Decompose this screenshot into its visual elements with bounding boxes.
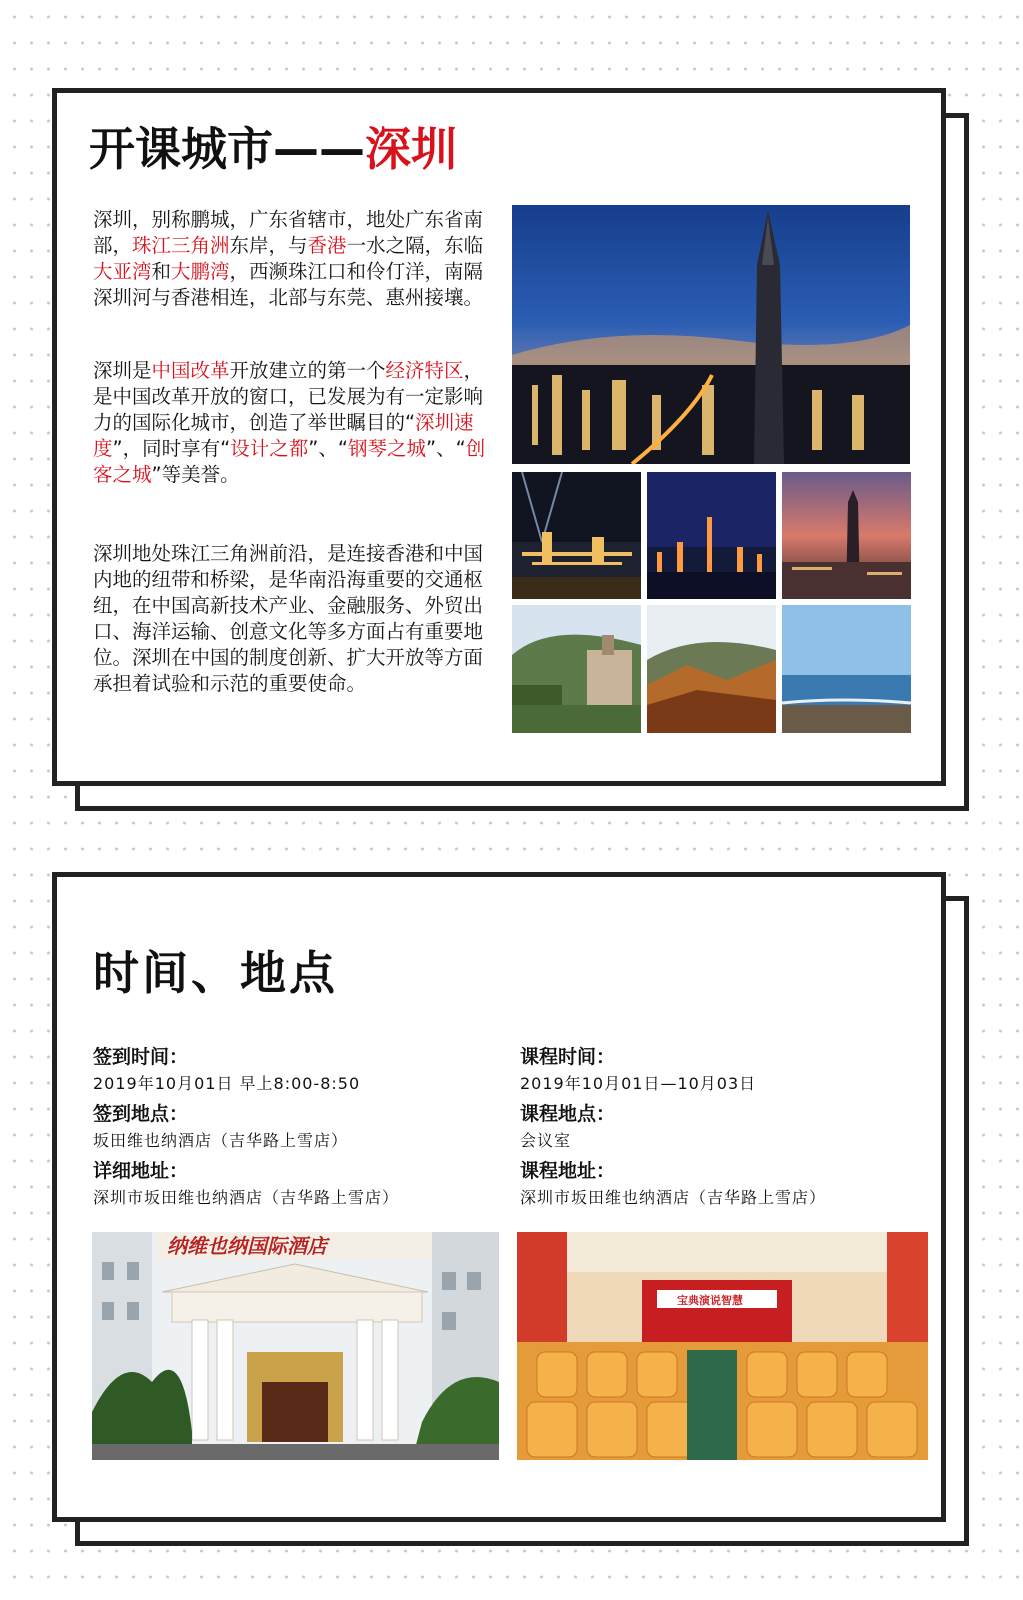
- shenzhen-night-skyline-photo: [512, 205, 910, 464]
- meeting-room-photo: [517, 1232, 928, 1460]
- course-time-label: 课程时间：: [520, 1046, 616, 1068]
- mountain-ridge-photo: [647, 605, 776, 733]
- reform-highlight: 设计之都: [230, 437, 309, 460]
- intro-highlight: 珠江三角洲: [132, 234, 230, 257]
- reform-text: 开放建立的第一个: [229, 359, 386, 382]
- reform-text: ”等美誉。: [151, 463, 240, 486]
- city-tower-night-photo: [647, 472, 776, 599]
- city-title-name: 深圳: [365, 122, 457, 176]
- signin-time-label: 签到时间：: [93, 1046, 189, 1068]
- reform-highlight: 深圳速度: [93, 411, 474, 460]
- hotel-sign-text: 纳维也纳国际酒店: [167, 1234, 327, 1258]
- city-intro-paragraph: [93, 207, 493, 311]
- reform-text: ”，同时享有“: [112, 437, 231, 460]
- intro-text: ，西濒珠江口和伶仃洋，南隔深圳河与香港相连，北部与东莞、惠州接壤。: [93, 260, 484, 309]
- reform-highlight: 经济特区: [385, 359, 464, 382]
- signin-place-label: 签到地点：: [93, 1103, 189, 1125]
- signin-time-value: 2019年10月01日 早上8:00-8:50: [93, 1074, 361, 1093]
- intro-text: 和: [151, 260, 172, 283]
- castle-hill-photo: [512, 605, 641, 733]
- city-reform-paragraph: [93, 358, 493, 488]
- reform-text: ，是中国改革开放的窗口，已发展为有一定影响力的国际化城市，创造了举世瞩目的“: [93, 359, 484, 434]
- reform-highlight: 创客之城: [93, 437, 486, 486]
- city-lights-photo: [512, 472, 641, 599]
- intro-highlight: 大鹏湾: [171, 260, 230, 283]
- intro-highlight: 大亚湾: [93, 260, 152, 283]
- city-card: [52, 88, 946, 786]
- course-place-label: 课程地点：: [520, 1103, 616, 1125]
- seaside-beach-photo: [782, 605, 911, 733]
- venue-card: [52, 872, 946, 1522]
- signin-place-value: 坂田维也纳酒店（吉华路上雪店）: [93, 1131, 349, 1150]
- reform-text: ”、“: [425, 437, 466, 460]
- city-title-prefix: 开课城市——: [89, 122, 365, 176]
- city-sunset-tower-photo: [782, 472, 911, 599]
- course-time-value: 2019年10月01日—10月03日: [520, 1074, 757, 1093]
- reform-text: ”、“: [308, 437, 348, 460]
- intro-text: 深圳，别称鹏城，广东省辖市，地处广东省南部，: [93, 208, 484, 257]
- intro-highlight: 香港: [307, 234, 347, 257]
- intro-text: 东岸，与: [229, 234, 308, 257]
- hotel-entrance-photo: [92, 1232, 499, 1460]
- reform-highlight: 中国改革: [151, 359, 230, 382]
- reform-text: 深圳是: [93, 359, 152, 382]
- meeting-banner-text: 宝典演说智慧: [677, 1294, 743, 1307]
- city-section-title: [89, 121, 457, 177]
- course-address-label: 课程地址：: [520, 1160, 616, 1182]
- city-location-paragraph: 深圳地处珠江三角洲前沿，是连接香港和中国内地的纽带和桥梁，是华南沿海重要的交通枢纽，在中国高新技术产业、金融服务、外贸出口、海洋运输、创意文化等多方面占有重要地位。深圳在中国的制度创新、扩大开放等方面承担着试验和示范的重要使命。: [93, 542, 484, 695]
- course-address-value: 深圳市坂田维也纳酒店（吉华路上雪店）: [520, 1188, 827, 1207]
- address-value: 深圳市坂田维也纳酒店（吉华路上雪店）: [93, 1188, 400, 1207]
- venue-section-title: 时间、地点: [93, 946, 338, 1000]
- address-label: 详细地址：: [93, 1160, 189, 1182]
- course-place-value: 会议室: [520, 1131, 572, 1150]
- intro-text: 一水之隔，东临: [346, 234, 484, 257]
- reform-highlight: 钢琴之城: [347, 437, 426, 460]
